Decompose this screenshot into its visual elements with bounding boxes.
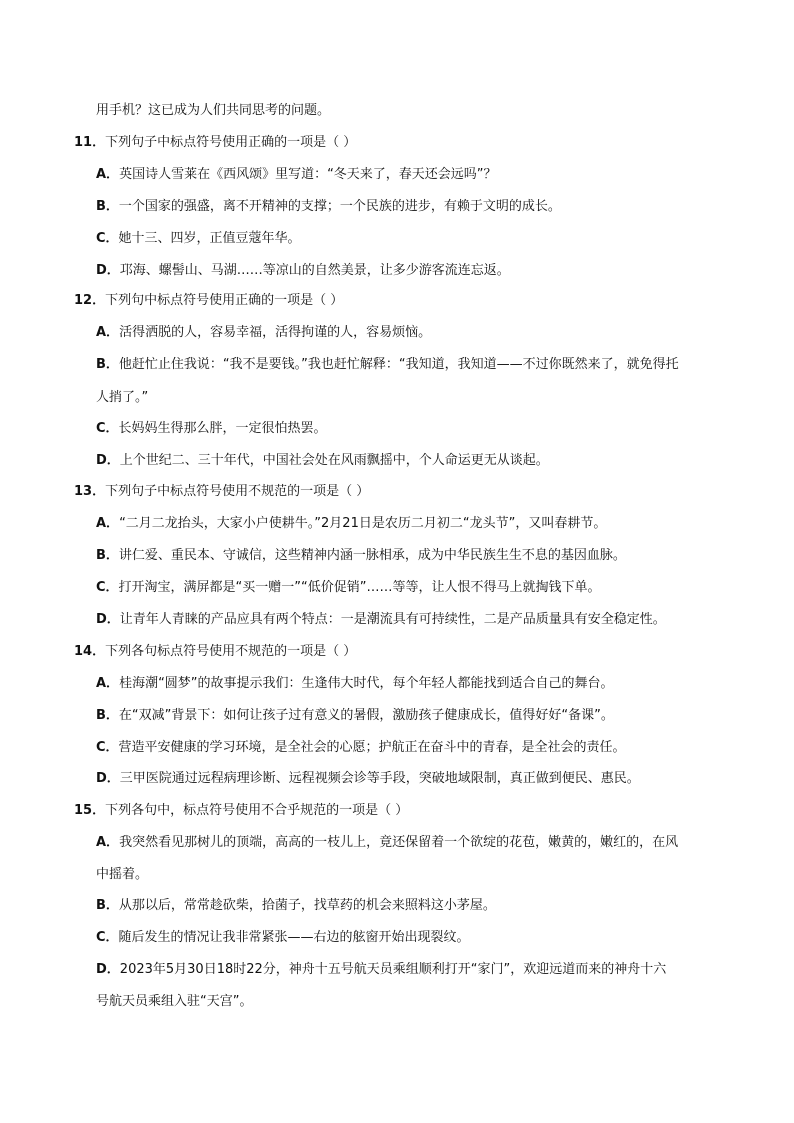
- option-letter: D．: [96, 453, 120, 468]
- question-stem: 下列句子中标点符号使用正确的一项是（ ）: [105, 135, 357, 150]
- question-stem: 下列各句标点符号使用不规范的一项是（ ）: [105, 644, 357, 659]
- option-letter: D．: [96, 962, 120, 977]
- option-14-d: [96, 770, 640, 788]
- option-text: 随后发生的情况让我非常紧张——右边的舷窗开始出现裂纹。: [118, 930, 470, 945]
- option-13-a: [96, 515, 606, 533]
- option-15-d: [96, 961, 666, 979]
- option-15-b: [96, 897, 496, 915]
- option-letter: C．: [96, 740, 119, 755]
- option-13-c: [96, 579, 601, 597]
- option-11-d: [96, 262, 510, 280]
- option-letter: B．: [96, 357, 119, 372]
- option-letter: D．: [96, 771, 120, 786]
- question-number: 13．: [74, 484, 106, 499]
- option-12-b: [96, 356, 679, 374]
- option-letter: A．: [96, 516, 120, 531]
- option-13-d: [96, 611, 666, 629]
- option-11-b: [96, 198, 561, 216]
- option-14-c: [96, 739, 626, 757]
- option-text: 长妈妈生得那么胖，一定很怕热罢。: [118, 421, 327, 436]
- option-13-b: [96, 547, 626, 565]
- option-letter: A．: [96, 325, 120, 340]
- option-letter: A．: [96, 167, 120, 182]
- question-13: [74, 483, 369, 501]
- option-text: 上个世纪二、三十年代，中国社会处在风雨飘摇中，个人命运更无从谈起。: [119, 453, 549, 468]
- option-text: 她十三、四岁，正值豆蔻年华。: [118, 231, 301, 246]
- option-text: 我突然看见那树儿的顶端，高高的一枝儿上，竟还保留着一个欲绽的花苞，嫩黄的，嫩红的，在风: [119, 835, 679, 850]
- option-11-c: [96, 230, 301, 248]
- option-text: 他赶忙止住我说：“我不是要钱。”我也赶忙解释：“我知道，我知道——不过你既然来了，就免得托: [118, 357, 679, 372]
- option-letter: B．: [96, 199, 119, 214]
- option-text: 三甲医院通过远程病理诊断、远程视频会诊等手段，突破地域限制，真正做到便民、惠民。: [119, 771, 640, 786]
- option-12-a: [96, 324, 431, 342]
- option-12-c: [96, 420, 327, 438]
- option-12-d: [96, 452, 549, 470]
- option-15-c: [96, 929, 470, 947]
- option-letter: B．: [96, 548, 119, 563]
- question-stem: 下列各句中，标点符号使用不合乎规范的一项是（ ）: [105, 803, 409, 818]
- option-14-a: [96, 675, 614, 693]
- option-15-a-continuation: 中摇着。: [96, 867, 149, 882]
- option-letter: C．: [96, 580, 119, 595]
- option-12-b-continuation: 人捎了。”: [96, 390, 149, 405]
- option-text: 从那以后，常常趁砍柴，拾菌子，找草药的机会来照料这小茅屋。: [118, 898, 496, 913]
- option-text: 讲仁爱、重民本、守诚信，这些精神内涵一脉相承，成为中华民族生生不息的基因血脉。: [118, 548, 626, 563]
- option-letter: A．: [96, 835, 120, 850]
- option-text: 2023年5月30日18时22分，神舟十五号航天员乘组顺利打开“家门”，欢迎远道而来的神舟十六: [119, 962, 667, 977]
- option-letter: D．: [96, 263, 120, 278]
- question-number: 12．: [74, 293, 106, 308]
- option-text: 让青年人青睐的产品应具有两个特点：一是潮流具有可持续性，二是产品质量具有安全稳定性。: [119, 612, 666, 627]
- option-text: 在“双减”背景下：如何让孩子过有意义的暑假，激励孩子健康成长，值得好好“备课”。: [118, 708, 614, 723]
- option-text: 打开淘宝，满屏都是“买一赠一”“低价促销”……等等，让人恨不得马上就掏钱下单。: [118, 580, 601, 595]
- option-14-b: [96, 707, 614, 725]
- option-text: 营造平安健康的学习环境，是全社会的心愿；护航正在奋斗中的青春，是全社会的责任。: [118, 740, 626, 755]
- question-stem: 下列句中标点符号使用正确的一项是（ ）: [105, 293, 344, 308]
- question-14: [74, 643, 356, 661]
- question-number: 15．: [74, 803, 106, 818]
- option-text: 英国诗人雪莱在《西风颂》里写道：“冬天来了，春天还会远吗”？: [119, 167, 497, 182]
- option-letter: A．: [96, 676, 120, 691]
- option-text: 桂海潮“圆梦”的故事提示我们：生逢伟大时代，每个年轻人都能找到适合自己的舞台。: [119, 676, 614, 691]
- option-text: “二月二龙抬头，大家小户使耕牛。”2月21日是农历二月初二“龙头节”，又叫春耕节。: [119, 516, 607, 531]
- question-15: [74, 802, 408, 820]
- option-15-a: [96, 834, 678, 852]
- question-stem: 下列句子中标点符号使用不规范的一项是（ ）: [105, 484, 370, 499]
- intro-text: 用手机？这已成为人们共同思考的问题。: [96, 103, 331, 118]
- option-letter: C．: [96, 421, 119, 436]
- option-letter: C．: [96, 231, 119, 246]
- question-number: 11．: [74, 135, 106, 150]
- option-text: 活得洒脱的人，容易幸福，活得拘谨的人，容易烦恼。: [119, 325, 432, 340]
- option-letter: B．: [96, 898, 119, 913]
- question-12: [74, 292, 343, 310]
- question-11: [74, 134, 356, 152]
- option-letter: D．: [96, 612, 120, 627]
- option-text: 邛海、螺髻山、马湖……等凉山的自然美景，让多少游客流连忘返。: [119, 263, 510, 278]
- option-letter: C．: [96, 930, 119, 945]
- option-letter: B．: [96, 708, 119, 723]
- option-text: 一个国家的强盛，离不开精神的支撑；一个民族的进步，有赖于文明的成长。: [118, 199, 561, 214]
- option-11-a: [96, 166, 497, 184]
- question-number: 14．: [74, 644, 106, 659]
- option-15-d-continuation: 号航天员乘组入驻“天宫”。: [96, 994, 253, 1009]
